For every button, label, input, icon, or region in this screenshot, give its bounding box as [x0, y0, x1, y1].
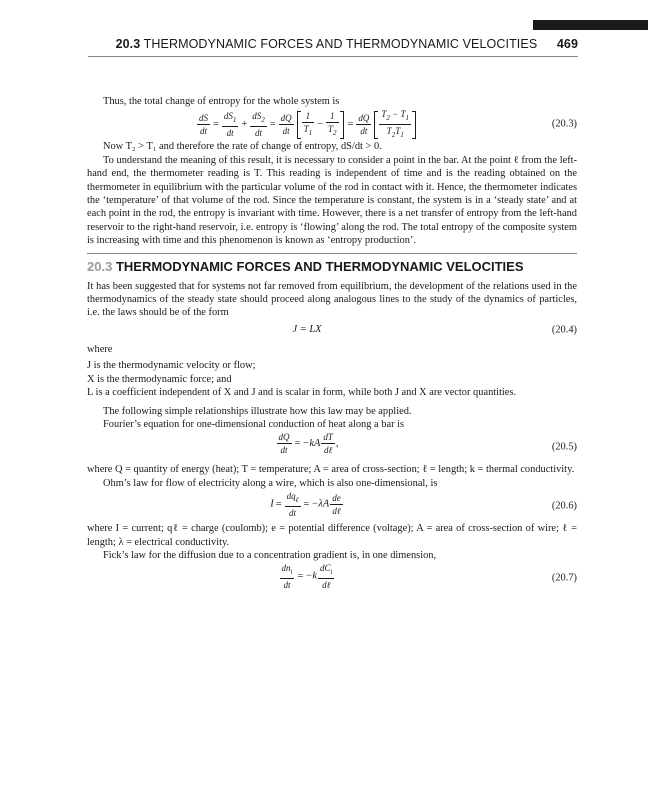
section-heading-title: THERMODYNAMIC FORCES AND THERMODYNAMIC VELOCITIES	[115, 258, 524, 274]
running-head	[0, 37, 578, 51]
equation-20-6-body: I = $\frac{dq_\ell}{dt}$ = −λA $\frac{de}{\text{dℓ}}$	[270, 491, 341, 518]
equation-20-7	[87, 562, 577, 594]
paragraph-where-q: where Q = quantity of energy (heat); T = temperature; A = area of cross-section; ℓ = length; k = thermal conductivity.	[87, 464, 575, 476]
paragraph-intro: Thus, the total change of entropy for the whole system is	[103, 96, 340, 107]
equation-20-6-number: (20.6)	[551, 500, 577, 512]
definition-item: J is the thermodynamic velocity or flow;	[87, 360, 256, 372]
paragraph-understand: To understand the meaning of this result, it is necessary to consider a point in the bar. At the point ℓ from the left-hand end, the thermometer reading is T. This reading is independent of time and is the reading obtained on the thermometer in equilibrium with the particular volume of the rod in contact with it. Hence, the thermometer indicates the ‘temperature’ of that volume of the rod. Since the temperature is constant, the system is in a ‘steady state’ and at each point in the rod, the entropy is invariant with time. However, there is a net transfer of entropy from the left-hand reservoir to the right-hand reservoir, i.e. entropy is ‘flowing’ along the rod. The total entropy of the composite system is increasing with time and this phenomenon is known as ‘entropy production’.	[87, 154, 577, 247]
equation-20-7-body: $\frac{dn_i}{dt}$ = −k $\frac{dC_i}{\text{dℓ}}$	[281, 563, 333, 591]
section-rule	[87, 253, 577, 254]
equation-20-6	[87, 490, 577, 522]
paragraph-ohm: Ohm’s law for flow of electricity along a wire, which is also one-dimensional, is	[103, 477, 438, 489]
paragraph-fick: Fick’s law for the diffusion due to a concentration gradient is, in one dimension,	[103, 549, 437, 561]
definition-item: X is the thermodynamic force; and	[87, 373, 232, 385]
paragraph-now: Now T₂ > T₁ and therefore the rate of change of entropy, dS/dt > 0.	[103, 141, 382, 153]
equation-20-3	[87, 108, 577, 140]
equation-20-5	[87, 431, 577, 463]
section-heading	[87, 258, 577, 276]
equation-20-5-number: (20.5)	[551, 441, 577, 453]
page-body	[87, 95, 577, 594]
equation-20-4-number: (20.4)	[551, 324, 577, 336]
header-bar-decoration	[533, 20, 648, 30]
equation-20-4	[87, 320, 577, 340]
paragraph-where-i: where I = current; qℓ = charge (coulomb); e = potential difference (voltage); A = area of cross-section of wire; ℓ = length; λ = electrical conductivity.	[87, 523, 577, 548]
definition-item: L is a coefficient independent of X and J and is scalar in form, while both J and X are vector quantities.	[87, 387, 517, 399]
definition-list	[87, 359, 577, 399]
header-rule	[88, 56, 578, 57]
equation-20-4-body: J = LX	[292, 323, 322, 335]
equation-20-3-body: $\frac{dS}{dt}$ = $\frac{dS_1}{dt}$ + $\frac{dS_2}{dt}$ = $\frac{dQ}{dt}$ $\frac{1}{T_1}$ − $\frac{1}{T_2}$ = $\frac{dQ}{dt}$ $\frac{T_2 - T_1}{T_2T_1}$	[87, 108, 527, 141]
paragraph-following: The following simple relationships illustrate how this law may be applied.	[103, 405, 412, 417]
paragraph-suggested: It has been suggested that for systems not far removed from equilibrium, the development of the relations used in the thermodynamics of the steady state should proceed along analogous lines to the study of the dynamics of particles, i.e. the laws should be of the form	[87, 280, 577, 319]
paragraph-where: where	[87, 343, 113, 355]
equation-20-3-number: (20.3)	[551, 118, 577, 130]
paragraph-fourier: Fourier’s equation for one-dimensional conduction of heat along a bar is	[103, 418, 405, 430]
section-heading-number: 20.3	[87, 258, 113, 274]
equation-20-7-number: (20.7)	[551, 572, 577, 584]
running-head-title: THERMODYNAMIC FORCES AND THERMODYNAMIC VELOCITIES	[143, 37, 538, 51]
page-number: 469	[556, 37, 578, 51]
running-head-section-number: 20.3	[115, 37, 141, 51]
equation-20-5-body: $\frac{dQ}{dt}$ = −kA $\frac{dT}{\text{dℓ}}$ ,	[278, 432, 339, 456]
